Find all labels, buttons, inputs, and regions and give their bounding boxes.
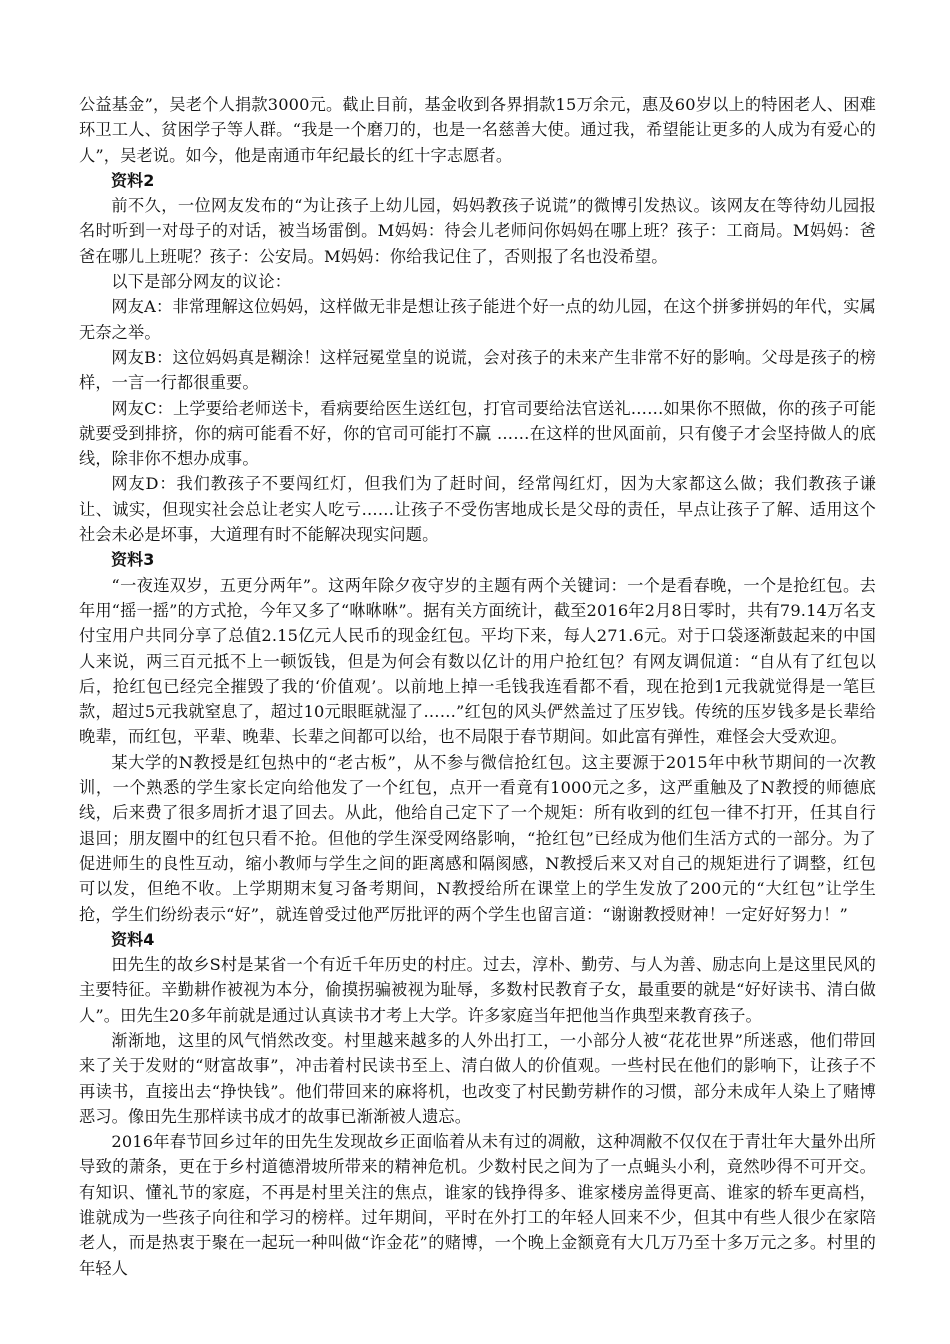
paragraph-netizen-a: 网友A：非常理解这位妈妈，这样做无非是想让孩子能进个好一点的幼儿园，在这个拼爹拼妈的年代，实属无奈之举。 — [79, 297, 876, 342]
paragraph-netizen-b: 网友B：这位妈妈真是糊涂！这样冠冕堂皇的说谎，会对孩子的未来产生非常不好的影响。父母是孩子的榜样，一言一行都很重要。 — [79, 347, 876, 393]
section-heading-4: 资料4 — [111, 929, 155, 949]
paragraph: 田先生的故乡S村是某省一个有近千年历史的村庄。过去，淳朴、勤劳、与人为善、励志向上是这里民风的主要特征。辛勤耕作被视为本分，偷摸拐骗被视为耻辱，多数村民教育子女，最重要的就是“好好读书、清白做人”。田先生20多年前就是通过认真读书才考上大学。许多家庭当年把他当作典型来教育孩子。 — [79, 955, 876, 1025]
paragraph-netizen-c: 网友C：上学要给老师送卡，看病要给医生送红包，打官司要给法官送礼……如果你不照做，你的孩子可能就要受到排挤，你的病可能看不好，你的官司可能打不赢 ……在这样的世风面前，只有傻子才会坚持做人的底线，除非你不想办成事。 — [79, 398, 876, 469]
paragraph: 某大学的N教授是红包热中的“老古板”，从不参与微信抢红包。这主要源于2015年中秋节期间的一次教训，一个熟悉的学生家长定向给他发了一个红包，点开一看竟有1000元之多，这严重触及了N教授的师德底线，后来费了很多周折才退了回去。从此，他给自己定下了一个规矩：所有收到的红包一律不打开，任其自行退回；朋友圈中的红包只看不抢。但他的学生深受网络影响，“抢红包”已经成为他们生活方式的一部分。为了促进师生的良性互动，缩小教师与学生之间的距离感和隔阂感，N教授后来又对自己的规矩进行了调整，红包可以发，但绝不收。上学期期末复习备考期间，N教授给所在课堂上的学生发放了200元的“大红包”让学生抢，学生们纷纷表示“好”，就连曾受过他严厉批评的两个学生也留言道：“谢谢教授财神！一定好好努力！” — [79, 752, 876, 924]
paragraph-continued: 公益基金”，吴老个人捐款3000元。截止目前，基金收到各界捐款15万余元，惠及60岁以上的特困老人、困难环卫工人、贫困学子等人群。“我是一个磨刀的，也是一名慈善大使。通过我，希望能让更多的人成为有爱心的人”，吴老说。如今，他是南通市年纪最长的红十字志愿者。 — [79, 95, 876, 165]
paragraph-netizen-d: 网友D：我们教孩子不要闯红灯，但我们为了赶时间，经常闯红灯，因为大家都这么做；我们教孩子谦让、诚实，但现实社会总让老实人吃亏……让孩子不受伤害地成长是父母的责任，早点让孩子了解、适用这个社会未必是坏事，大道理有时不能解决现实问题。 — [79, 474, 876, 545]
paragraph: 以下是部分网友的议论： — [111, 272, 292, 292]
paragraph: 渐渐地，这里的风气悄然改变。村里越来越多的人外出打工，一小部分人被“花花世界”所迷惑，他们带回来了关于发财的“财富故事”，冲击着村民读书至上、清白做人的价值观。一些村民在他们的影响下，让孩子不再读书，直接出去“挣快钱”。他们带回来的麻将机，也改变了村民勤劳耕作的习惯，部分未成年人染上了赌博恶习。像田先生那样读书成才的故事已渐渐被人遗忘。 — [79, 1030, 876, 1126]
paragraph: “一夜连双岁，五更分两年”。这两年除夕夜守岁的主题有两个关键词：一个是看春晚，一个是抢红包。去年用“摇一摇”的方式抢，今年又多了“咻咻咻”。据有关方面统计，截至2016年2月8日零时，共有79.14万名支付宝用户共同分享了总值2.15亿元人民币的现金红包。平均下来，每人271.6元。对于口袋逐渐鼓起来的中国人来说，两三百元抵不上一顿饭钱，但是为何会有数以亿计的用户抢红包？有网友调侃道：“自从有了红包以后，抢红包已经完全摧毁了我的‘价值观’。以前地上掉一毛钱我连看都不看，现在抢到1元我就觉得是一笔巨款，超过5元我就窒息了，超过10元眼眶就湿了……”红包的风头俨然盖过了压岁钱。传统的压岁钱多是长辈给晚辈，而红包，平辈、晚辈、长辈之间都可以给，也不局限于春节期间。如此富有弹性，难怪会大受欢迎。 — [79, 575, 876, 747]
section-heading-3: 资料3 — [111, 550, 155, 570]
paragraph: 2016年春节回乡过年的田先生发现故乡正面临着从未有过的凋敝，这种凋敝不仅仅在于青壮年大量外出所导致的萧条，更在于乡村道德滑坡所带来的精神危机。少数村民之间为了一点蝇头小利，竟然吵得不可开交。有知识、懂礼节的家庭，不再是村里关注的焦点，谁家的钱挣得多、谁家楼房盖得更高、谁家的轿车更高档，谁就成为一些孩子向往和学习的榜样。过年期间，平时在外打工的年轻人回来不少，但其中有些人很少在家陪老人，而是热衷于聚在一起玩一种叫做“诈金花”的赌博，一个晚上金额竟有大几万乃至十多万元之多。村里的年轻人 — [79, 1132, 876, 1278]
paragraph: 前不久，一位网友发布的“为让孩子上幼儿园，妈妈教孩子说谎”的微博引发热议。该网友在等待幼儿园报名时听到一对母子的对话，被当场雷倒。M妈妈：待会儿老师问你妈妈在哪上班？孩子：工商局。M妈妈：爸爸在哪儿上班呢？孩子：公安局。M妈妈：你给我记住了，否则报了名也没希望。 — [79, 196, 876, 266]
document-page — [79, 92, 876, 1281]
section-heading-2: 资料2 — [111, 170, 155, 190]
